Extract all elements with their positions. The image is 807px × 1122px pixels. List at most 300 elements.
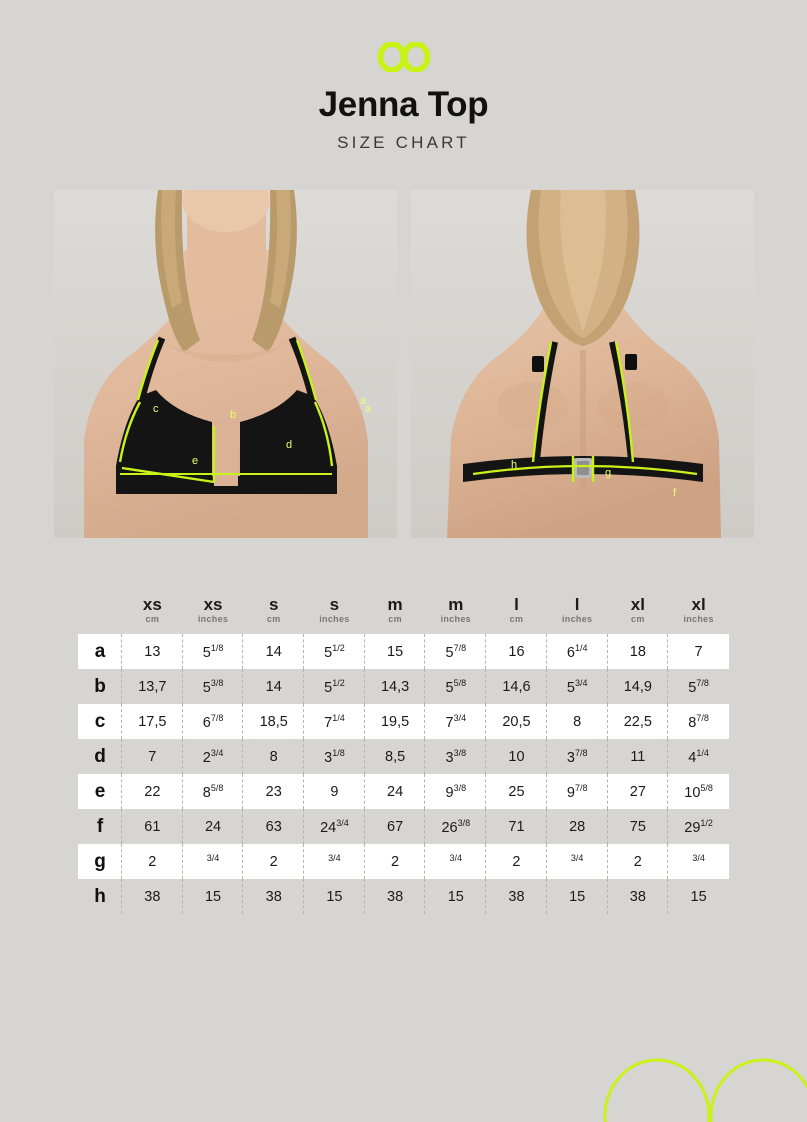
table-row (78, 774, 729, 809)
cell-value: 2 (512, 853, 521, 870)
cell-e-2 (243, 774, 304, 809)
cell-c-9 (668, 704, 729, 739)
column-divider (364, 809, 365, 844)
column-divider (242, 704, 243, 739)
cell-value: 22 (144, 783, 161, 800)
col-unit-1: inches (197, 614, 229, 625)
column-divider (182, 809, 183, 844)
cell-e-5 (425, 774, 486, 809)
column-divider (485, 739, 486, 774)
cell-fraction: 3/8 (210, 677, 224, 688)
cell-e-7 (547, 774, 608, 809)
cell-c-5 (425, 704, 486, 739)
cell-fraction: 7/8 (696, 712, 709, 723)
cell-value: 14 (265, 643, 282, 660)
cell-h-9 (668, 879, 729, 914)
cell-value: 11 (630, 748, 646, 765)
cell-value: 8 (269, 748, 278, 765)
cell-value: 24 (204, 818, 222, 835)
cell-value: 67 (387, 818, 404, 835)
column-divider (303, 774, 304, 809)
cell-g-0 (122, 844, 183, 879)
cell-a-8 (608, 634, 669, 669)
cell-c-0 (122, 704, 183, 739)
cell-h-4 (365, 879, 426, 914)
column-divider (667, 634, 668, 669)
column-divider (364, 739, 365, 774)
column-divider (424, 634, 425, 669)
column-divider (121, 774, 122, 809)
col-unit-8: cm (631, 614, 645, 625)
cell-e-0 (122, 774, 183, 809)
cell-b-9 (668, 669, 729, 704)
column-divider (364, 879, 365, 914)
size-chart-table (78, 596, 729, 915)
column-divider (242, 844, 243, 879)
size-chart-table-wrap (0, 596, 807, 915)
cell-value: 24 (387, 783, 404, 800)
cell-value: 20,5 (502, 713, 531, 730)
cell-value: 14,3 (380, 678, 410, 695)
col-size-9: xl (691, 594, 706, 614)
cell-value: 7 (148, 748, 157, 765)
cell-a-9 (668, 634, 729, 669)
column-divider (607, 704, 608, 739)
column-divider (182, 669, 183, 704)
col-unit-9: inches (683, 614, 714, 625)
column-divider (607, 634, 608, 669)
cell-value: 75 (629, 818, 646, 835)
table-row (78, 669, 729, 704)
column-divider (546, 809, 547, 844)
column-divider (424, 879, 425, 914)
cell-value: 5 (445, 679, 454, 696)
cell-value: 15 (387, 643, 404, 660)
cell-value: 10 (508, 748, 525, 765)
column-divider (667, 704, 668, 739)
svg-text:c: c (152, 402, 158, 415)
column-divider (182, 739, 183, 774)
table-body (78, 634, 729, 914)
column-divider (607, 739, 608, 774)
cell-value: 8 (202, 784, 211, 801)
cell-g-1 (183, 844, 244, 879)
col-unit-4: cm (388, 614, 402, 625)
column-divider (242, 669, 243, 704)
cell-fraction: 7/8 (453, 642, 467, 653)
cell-value: 4 (688, 749, 697, 766)
column-divider (242, 879, 243, 914)
cell-g-4 (365, 844, 426, 879)
column-divider (485, 634, 486, 669)
cell-b-4 (365, 669, 426, 704)
cell-value: 38 (387, 888, 404, 905)
cell-value: 26 (441, 819, 458, 836)
column-divider (424, 774, 425, 809)
corner-cell-2 (78, 615, 122, 634)
cell-value: 8 (688, 714, 697, 731)
column-divider (424, 809, 425, 844)
column-divider (667, 774, 668, 809)
column-divider (424, 669, 425, 704)
cell-value: 18,5 (259, 713, 288, 730)
cell-value: 22,5 (623, 713, 652, 730)
cell-g-5 (425, 844, 486, 879)
column-divider (303, 634, 304, 669)
column-divider (303, 879, 304, 914)
cell-value: 15 (690, 888, 707, 905)
column-divider (607, 809, 608, 844)
cell-b-2 (243, 669, 304, 704)
cell-value: 19,5 (380, 713, 410, 730)
table-row (78, 844, 729, 879)
cell-value: 13 (144, 643, 161, 660)
cell-fraction: 3/4 (206, 852, 220, 863)
col-size-1: xs (203, 594, 223, 614)
cell-value: 61 (144, 818, 161, 835)
cell-c-7 (547, 704, 608, 739)
row-label: h (94, 885, 106, 907)
cell-fraction: 1/2 (332, 642, 345, 653)
col-size-3: s (329, 594, 340, 614)
back-view-photo (411, 190, 754, 538)
cell-value: 13,7 (138, 678, 167, 695)
column-divider (546, 774, 547, 809)
cell-a-5 (425, 634, 486, 669)
cell-value: 38 (144, 888, 161, 905)
cell-value: 15 (447, 888, 464, 905)
logo (0, 42, 807, 76)
cell-b-7 (547, 669, 608, 704)
cell-value: 2 (391, 853, 400, 870)
col-size-8: xl (630, 594, 645, 614)
cell-h-2 (243, 879, 304, 914)
page-title: Jenna Top (318, 85, 489, 124)
cell-d-1 (183, 739, 244, 774)
column-divider (121, 879, 122, 914)
cell-value: 14,9 (623, 678, 652, 695)
column-divider (607, 669, 608, 704)
cell-f-2 (243, 809, 304, 844)
cell-value: 2 (633, 853, 642, 870)
col-size-6: l (514, 594, 519, 614)
cell-d-7 (547, 739, 608, 774)
cell-f-3 (304, 809, 365, 844)
cell-e-9 (668, 774, 729, 809)
table-row (78, 739, 729, 774)
column-divider (121, 634, 122, 669)
cell-h-0 (122, 879, 183, 914)
column-divider (182, 879, 183, 914)
cell-value: 6 (202, 714, 211, 731)
column-divider (182, 844, 183, 879)
row-label: b (94, 675, 106, 697)
cell-value: 9 (330, 783, 339, 800)
cell-value: 3 (324, 749, 333, 766)
cell-value: 5 (202, 679, 211, 696)
cell-c-3 (304, 704, 365, 739)
column-divider (121, 739, 122, 774)
svg-text:b: b (229, 408, 236, 421)
cell-value: 2 (148, 853, 157, 870)
cell-g-9 (668, 844, 729, 879)
cell-fraction: 3/8 (457, 817, 471, 828)
column-divider (667, 879, 668, 914)
cell-value: 38 (265, 888, 282, 905)
cell-h-5 (425, 879, 486, 914)
cell-d-8 (608, 739, 669, 774)
cell-value: 15 (569, 888, 586, 905)
col-unit-6: cm (509, 614, 524, 625)
cell-value: 15 (204, 888, 222, 905)
cell-e-8 (608, 774, 669, 809)
cell-value: 5 (566, 679, 575, 696)
col-size-2: s (268, 594, 279, 614)
column-divider (546, 844, 547, 879)
cell-fraction: 1/4 (574, 642, 588, 653)
column-divider (546, 669, 547, 704)
cell-fraction: 5/8 (210, 782, 224, 793)
front-view-photo (54, 190, 397, 538)
cell-c-6 (486, 704, 547, 739)
col-unit-3: inches (319, 614, 350, 625)
column-divider (303, 669, 304, 704)
cell-fraction: 1/2 (700, 817, 713, 828)
cell-fraction: 7/8 (696, 677, 709, 688)
row-label: a (78, 634, 122, 669)
cell-value: 3 (445, 749, 454, 766)
column-divider (121, 704, 122, 739)
cell-fraction: 1/4 (332, 712, 345, 723)
col-unit-5: inches (440, 614, 471, 625)
column-divider (242, 634, 243, 669)
cell-b-0 (122, 669, 183, 704)
cell-value: 7 (694, 643, 703, 660)
column-divider (485, 879, 486, 914)
cell-value: 7 (445, 714, 454, 731)
column-divider (364, 669, 365, 704)
column-divider (667, 844, 668, 879)
cell-d-9 (668, 739, 729, 774)
cell-fraction: 3/4 (210, 747, 224, 758)
cell-fraction: 3/4 (570, 852, 584, 863)
column-divider (546, 739, 547, 774)
svg-text:d: d (285, 438, 292, 451)
cell-d-3 (304, 739, 365, 774)
column-divider (607, 879, 608, 914)
cell-fraction: 1/4 (696, 747, 709, 758)
column-divider (485, 809, 486, 844)
col-unit-2: cm (266, 614, 281, 625)
svg-text:f: f (672, 486, 676, 499)
column-divider (182, 634, 183, 669)
cell-value: 27 (629, 783, 646, 800)
cell-value: 9 (445, 784, 454, 801)
cell-b-5 (425, 669, 486, 704)
cell-fraction: 3/8 (453, 747, 467, 758)
column-divider (607, 774, 608, 809)
cell-b-6 (486, 669, 547, 704)
column-divider (485, 774, 486, 809)
cell-value: 2 (202, 749, 211, 766)
table-row (78, 809, 729, 844)
column-divider (667, 739, 668, 774)
column-divider (121, 844, 122, 879)
column-divider (303, 739, 304, 774)
cell-value: 17,5 (138, 713, 167, 730)
cell-value: 6 (566, 644, 575, 661)
cell-value: 3 (566, 749, 575, 766)
cell-g-7 (547, 844, 608, 879)
table-row (78, 704, 729, 739)
cell-fraction: 3/4 (328, 852, 341, 863)
column-divider (424, 844, 425, 879)
cell-c-4 (365, 704, 426, 739)
cell-f-5 (425, 809, 486, 844)
cell-f-4 (365, 809, 426, 844)
cell-fraction: 3/4 (692, 852, 705, 863)
cell-g-3 (304, 844, 365, 879)
column-divider (364, 634, 365, 669)
cell-fraction: 1/2 (332, 677, 345, 688)
column-divider (424, 739, 425, 774)
cell-d-4 (365, 739, 426, 774)
cell-value: 23 (265, 783, 282, 800)
column-divider (546, 879, 547, 914)
cell-d-2 (243, 739, 304, 774)
cell-a-7 (547, 634, 608, 669)
row-label: d (94, 745, 106, 767)
column-divider (667, 669, 668, 704)
column-divider (607, 844, 608, 879)
row-label: c (78, 704, 122, 739)
cell-value: 5 (324, 679, 333, 696)
photo-row (0, 190, 807, 538)
cell-c-8 (608, 704, 669, 739)
cell-value: 38 (508, 888, 525, 905)
cell-f-9 (668, 809, 729, 844)
cell-g-6 (486, 844, 547, 879)
cell-value: 18 (629, 643, 646, 660)
cell-a-6 (486, 634, 547, 669)
svg-text:a: a (359, 394, 366, 407)
cell-f-6 (486, 809, 547, 844)
column-divider (242, 739, 243, 774)
column-divider (121, 669, 122, 704)
cell-h-8 (608, 879, 669, 914)
cell-g-8 (608, 844, 669, 879)
cell-value: 25 (508, 783, 525, 800)
row-label: e (78, 774, 122, 809)
cell-fraction: 7/8 (574, 747, 588, 758)
col-size-5: m (448, 594, 464, 614)
cell-value: 5 (445, 644, 454, 661)
column-divider (485, 704, 486, 739)
cell-e-6 (486, 774, 547, 809)
header-size-row (78, 596, 729, 616)
table-row (78, 634, 729, 669)
header-unit-row (78, 615, 729, 634)
cell-value: 38 (629, 888, 646, 905)
cell-h-6 (486, 879, 547, 914)
column-divider (364, 844, 365, 879)
table-header (78, 596, 729, 635)
column-divider (242, 809, 243, 844)
cell-f-7 (547, 809, 608, 844)
column-divider (182, 774, 183, 809)
cell-d-0 (122, 739, 183, 774)
double-o-outline-decoration (547, 1042, 807, 1122)
column-divider (303, 809, 304, 844)
cell-c-2 (243, 704, 304, 739)
row-label: f (96, 815, 104, 837)
cell-value: 5 (688, 679, 697, 696)
cell-e-3 (304, 774, 365, 809)
cell-h-1 (183, 879, 244, 914)
page-subtitle: SIZE CHART (337, 132, 470, 152)
cell-value: 7 (324, 714, 333, 731)
cell-a-2 (243, 634, 304, 669)
column-divider (546, 634, 547, 669)
corner-cell (78, 596, 122, 616)
cell-value: 14 (265, 678, 282, 695)
cell-value: 14,6 (502, 678, 531, 695)
cell-d-5 (425, 739, 486, 774)
cell-value: 8,5 (385, 748, 406, 765)
cell-value: 29 (684, 819, 701, 836)
cell-a-3 (304, 634, 365, 669)
cell-value: 5 (202, 644, 211, 661)
cell-e-1 (183, 774, 244, 809)
cell-e-4 (365, 774, 426, 809)
svg-text:e: e (191, 454, 198, 467)
column-divider (303, 844, 304, 879)
table-row (78, 879, 729, 914)
cell-a-0 (122, 634, 183, 669)
cell-f-8 (608, 809, 669, 844)
cell-value: 24 (320, 819, 337, 836)
cell-value: 10 (684, 784, 701, 801)
column-divider (182, 704, 183, 739)
col-unit-7: inches (562, 614, 593, 625)
cell-b-3 (304, 669, 365, 704)
svg-text:h: h (510, 458, 517, 471)
cell-a-4 (365, 634, 426, 669)
cell-value: 2 (269, 853, 278, 870)
column-divider (485, 669, 486, 704)
cell-h-3 (304, 879, 365, 914)
svg-text:g: g (604, 466, 611, 479)
col-size-4: m (387, 594, 403, 614)
cell-fraction: 1/8 (210, 642, 224, 653)
row-label: g (78, 844, 122, 879)
cell-a-1 (183, 634, 244, 669)
cell-value: 8 (573, 713, 582, 730)
cell-value: 15 (326, 888, 343, 905)
cell-g-2 (243, 844, 304, 879)
column-divider (121, 809, 122, 844)
cell-f-1 (183, 809, 244, 844)
column-divider (364, 704, 365, 739)
cell-c-1 (183, 704, 244, 739)
cell-fraction: 7/8 (210, 712, 224, 723)
cell-fraction: 5/8 (453, 677, 467, 688)
cell-value: 71 (508, 818, 525, 835)
cell-fraction: 1/8 (332, 747, 345, 758)
column-divider (424, 704, 425, 739)
col-size-7: l (574, 594, 580, 614)
cell-f-0 (122, 809, 183, 844)
